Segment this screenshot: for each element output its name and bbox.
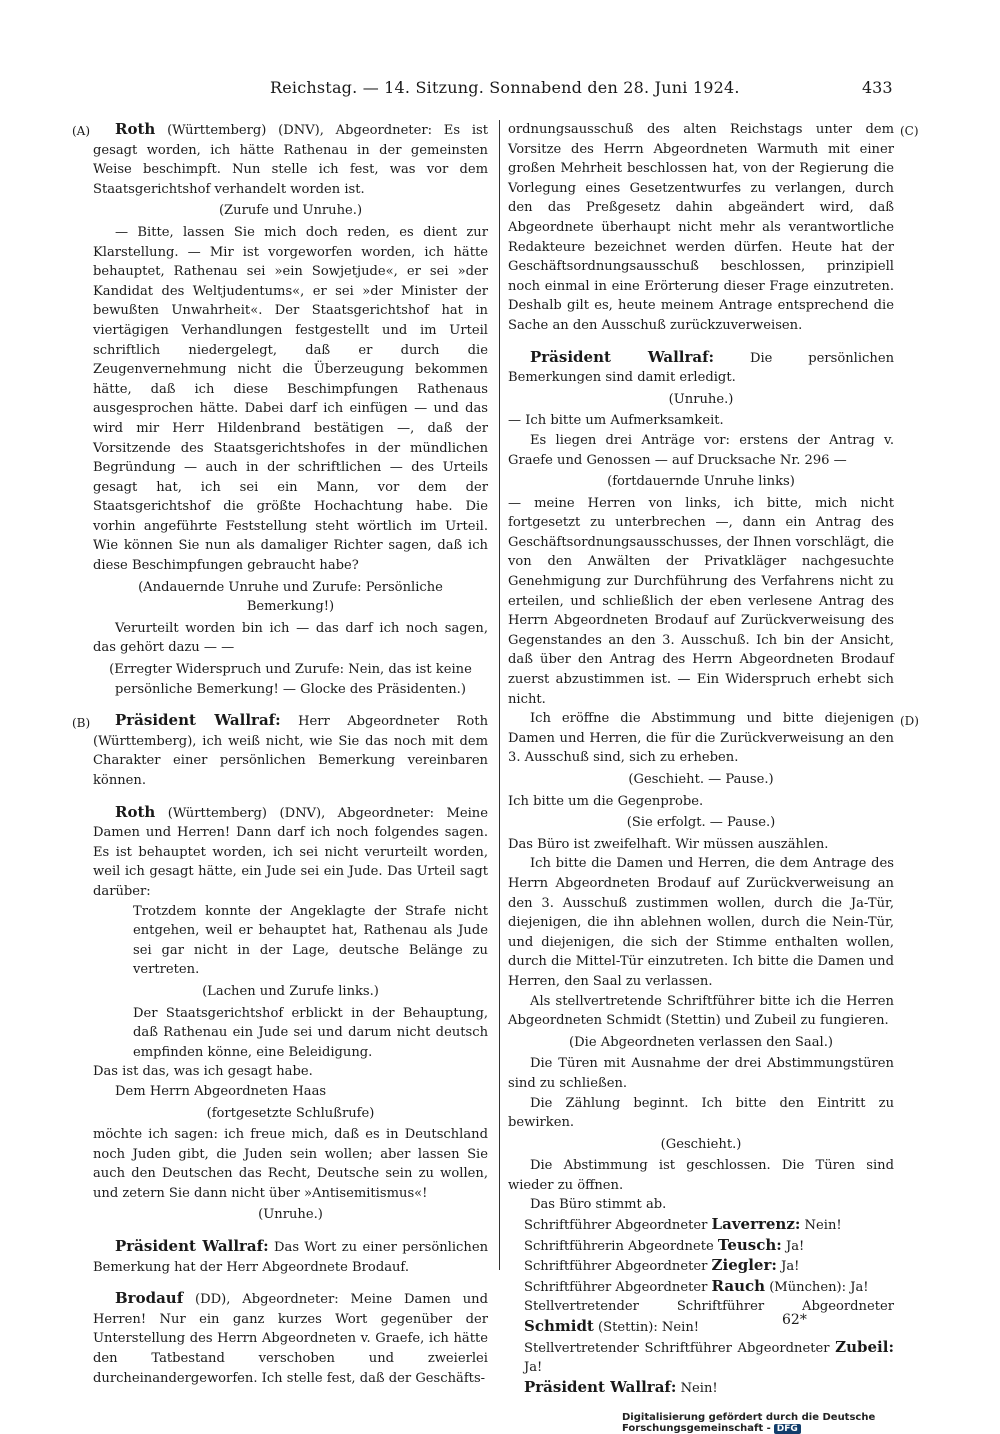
speaker-name: Präsident Wallraf: bbox=[115, 1237, 269, 1256]
member-name: Schmidt bbox=[524, 1317, 594, 1336]
paragraph: möchte ich sagen: ich freue mich, daß es in Deutschland noch Juden gibt, die Juden sein wollen; aber lassen Sie auch den Deutschen das Recht, Deutsche sein zu wollen, und zetern Sie dann nicht über »Antisemitismus«! bbox=[93, 1127, 488, 1201]
stage-direction: (Zurufe und Unruhe.) bbox=[218, 203, 363, 219]
stage-direction: (Geschieht.) bbox=[660, 1136, 742, 1152]
paragraph: ordnungsausschuß des alten Reichstags unter dem Vorsitze des Herrn Abgeordneten Warmuth mit einer großen Mehrheit beschlossen hat, von der Regierung die Vorlegung eines Gesetzentwurfes zu verlangen, durch den das Preßgesetz dahin abgeändert wird, daß Abgeordnete überhaupt nicht mehr als verantwortliche Redakteure bezeichnet werden dürfen. Heute hat der Geschäftsordnungsausschuß beschlossen, prinzipiell noch einmal in eine Erörterung dieser Frage einzutreten. Deshalb gilt es, heute meinem Antrage entsprechend die Sache an den Ausschuß zurückzuverweisen. bbox=[508, 122, 894, 333]
running-title: Reichstag. — 14. Sitzung. Sonnabend den 28. Juni 1924. bbox=[270, 78, 740, 97]
stage-direction: (fortgesetzte Schlußrufe) bbox=[206, 1105, 375, 1121]
stage-direction: (Lachen und Zurufe links.) bbox=[202, 983, 379, 999]
member-name: Ziegler: bbox=[711, 1256, 777, 1275]
margin-marker-c: (C) bbox=[900, 124, 919, 138]
stage-direction: (Geschieht. — Pause.) bbox=[628, 772, 774, 787]
page-header bbox=[0, 78, 1000, 102]
paragraph: Die Zählung beginnt. Ich bitte den Eintritt zu bewirken. bbox=[508, 1095, 894, 1131]
dfg-credit: Digitalisierung gefördert durch die Deutsche Forschungsgemeinschaft - DFG bbox=[622, 1412, 876, 1434]
paragraph: Präsident Wallraf: Herr Abgeordneter Roth (Württemberg), ich weiß nicht, wie Sie das noch mit dem Charakter einer persönlichen Bemerkung vereinbaren können. bbox=[93, 711, 488, 788]
paragraph: Ich bitte die Damen und Herren, die dem Antrage des Herrn Abgeordneten Brodauf auf Zurückverweisung an den 3. Ausschuß zustimmen wollen, durch die Ja-Tür, diejenigen, die ihn ablehnen wollen, durch die Nein-Tür, und diejenigen, die sich der Stimme enthalten wollen, durch die Mittel-Tür einzutreten. Ich bitte die Damen und Herren, den Saal zu verlassen. bbox=[508, 856, 894, 989]
paragraph: Dem Herrn Abgeordneten Haas bbox=[115, 1083, 327, 1099]
paragraph: Roth (Württemberg) (DNV), Abgeordneter: Es ist gesagt worden, ich hätte Rathenau in der gemeinsten Weise beschimpft. Nun stelle ich fest, was vor dem Staatsgerichtshof verhandelt worden ist. bbox=[93, 120, 488, 197]
paragraph: — meine Herren von links, ich bitte, mich nicht fortgesetzt zu unterbrechen —, dann ein Antrag des Geschäftsordnungsausschusses, der Ihnen vorschlägt, die von den Anwälten der Privatkläger nachgesuchte Genehmigung zur Durchführung des Verfahrens nicht zu erteilen, und schließlich der eben verlesene Antrag des Herrn Abgeordneten Brodauf auf Zurückverweisung des Gegenstandes an den 3. Ausschuß. Ich bin der Ansicht, daß über den Antrag des Herrn Abgeordneten Brodauf zuerst abzustimmen ist. — Ein Widerspruch erhebt sich nicht. bbox=[508, 495, 894, 707]
stage-direction: (Unruhe.) bbox=[258, 1207, 323, 1223]
member-name: Zubeil: bbox=[835, 1337, 894, 1356]
quote: Der Staatsgerichtshof erblickt in der Behauptung, daß Rathenau ein Jude sei und darum nicht deutsch empfinden könne, eine Beleidigung. bbox=[133, 1005, 488, 1060]
stage-direction: (Sie erfolgt. — Pause.) bbox=[626, 815, 776, 831]
paragraph: — Ich bitte um Aufmerksamkeit. bbox=[508, 413, 724, 429]
margin-marker-b: (B) bbox=[72, 716, 91, 730]
paragraph: Ich eröffne die Abstimmung und bitte diejenigen Damen und Herren, die für die Zurückverweisung an den 3. Ausschuß sind, sich zu erheben. bbox=[508, 711, 894, 766]
dfg-logo-icon: DFG bbox=[774, 1424, 801, 1434]
vote-line: Präsident Wallraf: Nein! bbox=[524, 1377, 718, 1396]
paragraph: Ich bitte um die Gegenprobe. bbox=[508, 793, 704, 809]
vote-line: Schriftführerin Abgeordnete Teusch: Ja! bbox=[524, 1235, 805, 1254]
stage-direction: (Die Abgeordneten verlassen den Saal.) bbox=[569, 1034, 833, 1050]
margin-marker-a: (A) bbox=[72, 124, 91, 138]
margin-marker-d: (D) bbox=[900, 714, 919, 728]
vote-line: Stellvertretender Schriftführer Abgeordneter Schmidt (Stettin): Nein! bbox=[524, 1299, 894, 1336]
stage-direction: (Andauernde Unruhe und Zurufe: Persönliche Bemerkung!) bbox=[138, 579, 443, 615]
paragraph: Es liegen drei Anträge vor: erstens der Antrag v. Graefe und Genossen — auf Drucksache Nr. 296 — bbox=[508, 432, 894, 468]
signature-mark: 62* bbox=[782, 1312, 807, 1328]
stage-direction: (Erregter Widerspruch und Zurufe: Nein, das ist keine persönliche Bemerkung! — Glocke des Präsidenten.) bbox=[109, 662, 472, 697]
paragraph: Roth (Württemberg) (DNV), Abgeordneter: Meine Damen und Herren! Dann darf ich noch folgendes sagen. Es ist behauptet worden, ich sei nicht verurteilt worden, weil ich gesagt hätte, ein Jude sei ein Jude. Das Urteil sagt darüber: bbox=[93, 802, 488, 899]
member-name: Teusch: bbox=[717, 1235, 782, 1254]
vote-line: Schriftführer Abgeordneter Laverrenz: Nein! bbox=[524, 1215, 842, 1234]
speaker-name: Roth bbox=[115, 802, 156, 821]
paragraph: Die Abstimmung ist geschlossen. Die Türen sind wieder zu öffnen. bbox=[508, 1158, 894, 1193]
paragraph: Das Büro ist zweifelhaft. Wir müssen auszählen. bbox=[508, 836, 829, 852]
paragraph: Das Büro stimmt ab. bbox=[530, 1197, 667, 1213]
column-divider bbox=[499, 120, 500, 1270]
speaker-name: Roth bbox=[115, 120, 156, 138]
member-name: Präsident Wallraf: bbox=[524, 1377, 677, 1396]
quote: Trotzdem konnte der Angeklagte der Strafe nicht entgehen, weil er behauptet hat, Rathenau als Jude sei gar nicht in der Lage, deutsche Belänge zu vertreten. bbox=[133, 903, 488, 978]
paragraph: Brodauf (DD), Abgeordneter: Meine Damen und Herren! Nur ein ganz kurzes Wort gegenüber der Unterstellung des Herrn Abgeordneten v. Graefe, ich hätte den Tatbestand verschoben und zweierlei durcheinandergeworfen. Ich stelle fest, daß der Geschäfts- bbox=[93, 1289, 488, 1386]
speaker-name: Brodauf bbox=[115, 1289, 184, 1308]
vote-line: Stellvertretender Schriftführer Abgeordneter Zubeil: Ja! bbox=[524, 1337, 894, 1376]
paragraph: Präsident Wallraf: Das Wort zu einer persönlichen Bemerkung hat der Herr Abgeordnete Brodauf. bbox=[93, 1237, 488, 1275]
paragraph: — Bitte, lassen Sie mich doch reden, es dient zur Klarstellung. — Mir ist vorgeworfen worden, ich hätte behauptet, Rathenau sei »ein Sowjetjude«, er sei »der Kandidat des Weltjudentums«, er sei »der Minister der bewußten Unwahrheit«. Der Staatsgerichtshof hat in viertägigen Verhandlungen festgestellt und im Urteil schriftlich niedergelegt, daß er durch die Zeugenvernehmung nicht die Überzeugung bekommen hätte, daß ich diese Beschimpfungen Rathenaus ausgesprochen hätte. Dabei darf ich einfügen — und das wird mir Herr Hildenbrand bestätigen —, daß der Vorsitzende des Staatsgerichtshofes in der mündlichen Begründung — auch in der schriftlichen — des Urteils gesagt hat, ich sei ein Mann, vor dem der Staatsgerichtshof die größte Hochachtung habe. Die vorhin angeführte Feststellung steht wörtlich im Urteil. Wie können Sie nun als damaliger Richter sagen, daß ich diese Beschimpfungen gebraucht habe? bbox=[93, 224, 488, 574]
left-column bbox=[93, 120, 488, 1388]
stage-direction: (Unruhe.) bbox=[668, 391, 734, 407]
speaker-name: Präsident Wallraf: bbox=[115, 711, 281, 730]
member-name: Rauch bbox=[711, 1276, 766, 1295]
paragraph: Als stellvertretende Schriftführer bitte ich die Herren Abgeordneten Schmidt (Stettin) und Zubeil zu fungieren. bbox=[508, 993, 894, 1029]
right-column bbox=[508, 120, 894, 1398]
paragraph: Das ist das, was ich gesagt habe. bbox=[93, 1064, 313, 1080]
member-name: Laverrenz: bbox=[711, 1215, 801, 1234]
paragraph: Verurteilt worden bin ich — das darf ich noch sagen, das gehört dazu — — bbox=[93, 620, 488, 656]
vote-line: Schriftführer Abgeordneter Rauch (München): Ja! bbox=[524, 1276, 869, 1295]
stage-direction: (fortdauernde Unruhe links) bbox=[607, 474, 795, 490]
paragraph: Die Türen mit Ausnahme der drei Abstimmungstüren sind zu schließen. bbox=[508, 1056, 894, 1091]
vote-line: Schriftführer Abgeordneter Ziegler: Ja! bbox=[524, 1256, 800, 1275]
page-number: 433 bbox=[862, 78, 893, 97]
paragraph: Präsident Wallraf: Die persönlichen Bemerkungen sind damit erledigt. bbox=[508, 347, 895, 386]
speaker-name: Präsident Wallraf: bbox=[530, 347, 715, 366]
